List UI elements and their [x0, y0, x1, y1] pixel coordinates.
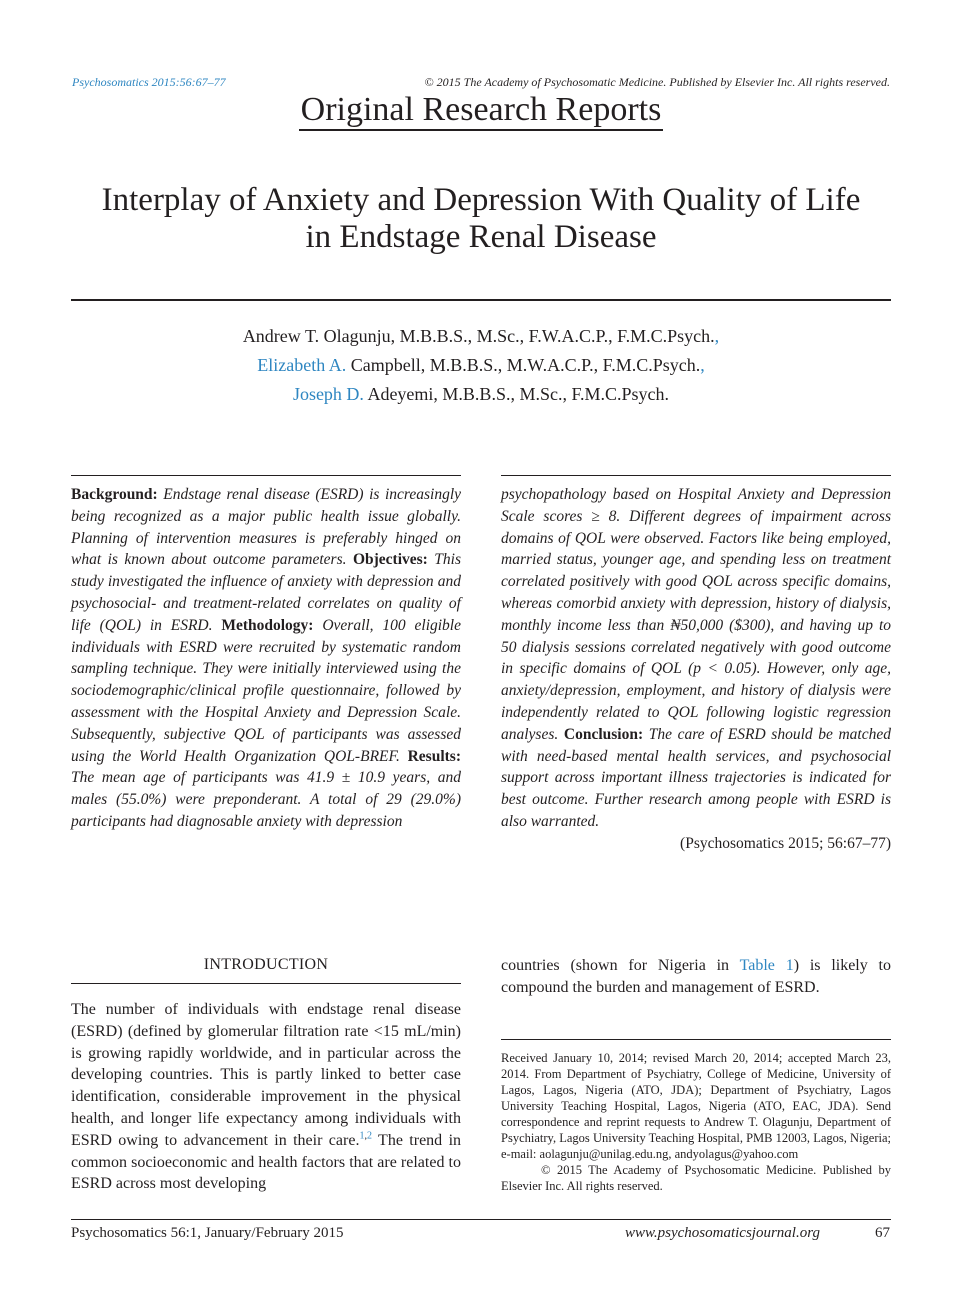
author-list	[60, 322, 902, 409]
objectives-label: Objectives:	[352, 551, 428, 569]
results-label: Results:	[407, 747, 461, 765]
author-3	[60, 380, 902, 409]
results-text: The mean age of participants was 41.9 ± 10.9 years, and males (55.0%) were preponderant. A total of 29 (29.0%) participants had diagnosable anxiety with depression	[71, 769, 461, 830]
background-label: Background:	[71, 486, 158, 503]
methodology-text: Overall, 100 eligible individuals with ESRD were recruited by systematic random sampling technique. They were initially interviewed using the sociodemographic/clinical profile questionnaire, followed by assessment with the Hospital Anxiety and Depression Scale. Subsequently, subjective QOL of participants was assessed using the World Health Organization QOL-BREF.	[71, 616, 461, 765]
received-text: Received January 10, 2014; revised March 20, 2014; accepted March 23, 2014. From Department of Psychiatry, College of Medicine, University of Lagos, Lagos, Nigeria (ATO, JDA); Department of Psychiatry, Lagos University Teaching Hospital, Lagos, Nigeria (ATO, EAC, JDA). Send correspondence and reprint requests to Andrew T. Olagunju, Department of Psychiatry, Lagos University Teaching Hospital, PMB 12003, Lagos, Nigeria; e-mail: aolagunju@unilag.edu.ng, andyolagus@yahoo.com	[501, 1051, 891, 1161]
footnote-divider	[501, 1039, 891, 1040]
author-2-name: Campbell, M.B.B.S., M.W.A.C.P., F.M.C.Psych.	[346, 355, 701, 375]
section-heading	[0, 91, 962, 129]
footer-journal-url[interactable]: www.psychosomaticsjournal.org	[625, 1225, 821, 1241]
author-2-given-name-link[interactable]: Elizabeth A.	[257, 355, 347, 375]
introduction-text-4: ) is likely to compound the burden and management of ESRD.	[501, 957, 892, 996]
introduction-paragraph-continued	[501, 955, 891, 999]
reference-link-2[interactable]: 2	[366, 1130, 372, 1142]
section-heading-text: Original Research Reports	[299, 91, 664, 131]
introduction-text-1: The number of individuals with endstage renal disease (ESRD) (defined by glomerular filtration rate <15 mL/min) is growing rapidly worldwide, and in particular across the developing countries. This is partly linked to better case identification, considerable improvement in the physical health, and longer life expectancy among individuals with ESRD owing to advancement in their care.	[71, 1001, 461, 1149]
title-divider	[71, 299, 891, 301]
reference-link-1[interactable]: 1	[359, 1130, 365, 1142]
introduction-divider	[71, 983, 461, 984]
footer-divider	[71, 1219, 891, 1220]
author-2-affiliation-link[interactable]: ,	[700, 355, 705, 375]
journal-reference[interactable]: Psychosomatics 2015:56:67–77	[72, 75, 226, 89]
introduction-heading: INTRODUCTION	[203, 956, 329, 973]
author-3-given-name-link[interactable]: Joseph D.	[292, 384, 364, 404]
page-number: 67	[875, 1225, 890, 1241]
article-title-line-2: in Endstage Renal Disease	[305, 219, 657, 255]
received-footnote	[501, 1050, 891, 1194]
methodology-label: Methodology:	[221, 616, 314, 634]
introduction-text-2: The trend in common socioeconomic and health factors that are related to ESRD across most developing	[71, 1131, 462, 1193]
author-1-affiliation-link[interactable]: ,	[714, 326, 720, 346]
abstract-divider-right	[501, 475, 891, 476]
article-title	[60, 182, 902, 256]
abstract-citation: (Psychosomatics 2015; 56:67–77)	[680, 834, 891, 852]
author-1	[60, 322, 902, 351]
author-3-name: Adeyemi, M.B.B.S., M.Sc., F.M.C.Psych.	[363, 384, 670, 404]
copyright-notice: © 2015 The Academy of Psychosomatic Medicine. Published by Elsevier Inc. All rights reserved.	[424, 75, 890, 89]
abstract-divider-left	[71, 475, 461, 476]
author-2	[60, 351, 902, 380]
table-1-link[interactable]: Table 1	[739, 957, 794, 974]
objectives-text: This study investigated the influence of anxiety with depression and psychosocial- and treatment-related correlates on quality of life (QOL) in ESRD.	[71, 551, 462, 634]
author-1-name: Andrew T. Olagunju, M.B.B.S., M.Sc., F.W.A.C.P., F.M.C.Psych.	[242, 326, 715, 346]
footnote-copyright: © 2015 The Academy of Psychosomatic Medicine. Published by Elsevier Inc. All rights reserved.	[501, 1163, 891, 1193]
article-title-line-1: Interplay of Anxiety and Depression With Quality of Life	[101, 182, 861, 218]
results-text-continued: psychopathology based on Hospital Anxiety and Depression Scale scores ≥ 8. Different degrees of impairment across domains of QOL were observed. Factors like being employed, married status, younger age, and spending less on treatment correlated positively with good QOL across specific domains, whereas comorbid anxiety with depression, history of dialysis, monthly income less than ₦50,000 ($300), and having up to 50 dialysis sessions correlated negatively with good outcome in specific domains of QOL (p < 0.05). However, only age, anxiety/depression, employment, and history of dialysis were independently related to QOL following logistic regression analyses.	[501, 486, 891, 743]
introduction-paragraph	[71, 999, 461, 1195]
background-text: Endstage renal disease (ESRD) is increasingly being recognized as a major public health issue globally. Planning of intervention measures is preferably hinged on what is known about outcome parameters.	[71, 486, 461, 569]
abstract-column-left	[71, 484, 461, 833]
conclusion-label: Conclusion:	[563, 725, 644, 743]
abstract-column-right	[501, 484, 891, 855]
conclusion-text: The care of ESRD should be matched with need-based mental health services, and psychosocial support across important illness trajectories is indicated for best outcome. Further research among people with ESRD is also warranted.	[501, 725, 891, 830]
footer-issue: Psychosomatics 56:1, January/February 2015	[71, 1225, 344, 1241]
introduction-text-3: countries (shown for Nigeria in	[501, 957, 740, 974]
reference-separator: ,	[364, 1130, 367, 1142]
